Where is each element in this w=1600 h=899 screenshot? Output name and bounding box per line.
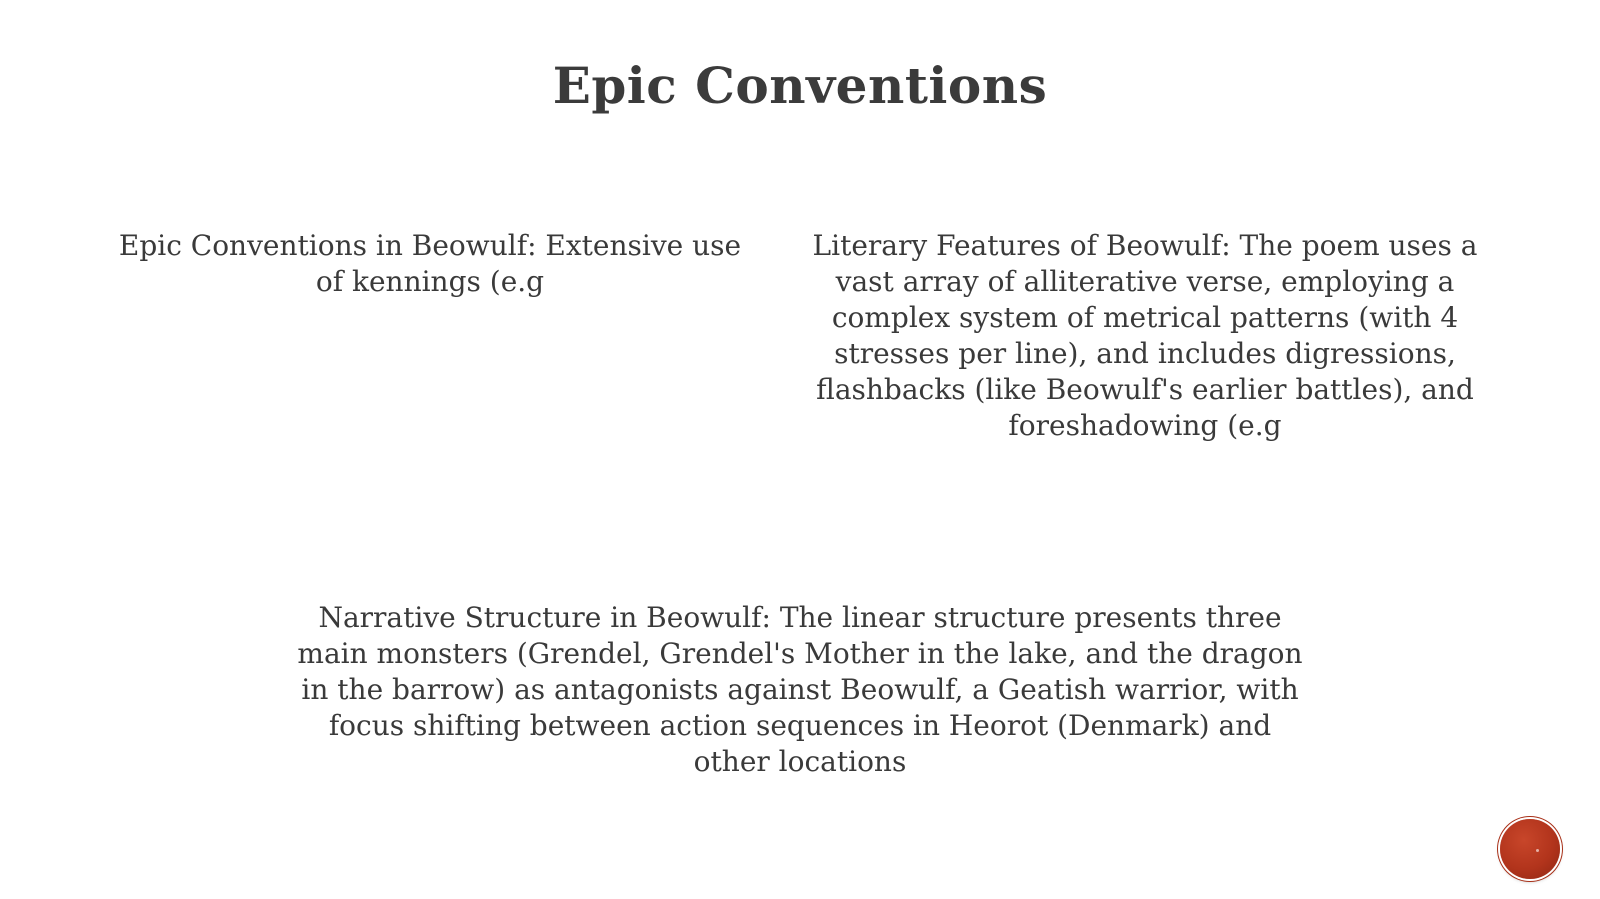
narrative-structure-text: Narrative Structure in Beowulf: The linear structure presents three main monsters (Grendel, Grendel's Mother in the lake, and the dragon in the barrow) as antagonists against Beowulf, a Geatish warrior, with focus shifting between action sequences in Heorot (Denmark) and other locations <box>297 601 1303 778</box>
slide-title: Epic Conventions <box>552 56 1048 115</box>
record-highlight <box>1536 849 1539 852</box>
epic-conventions-text: Epic Conventions in Beowulf: Extensive use of kennings (e.g <box>118 229 742 298</box>
record-icon[interactable] <box>1500 819 1560 879</box>
literary-features-text: Literary Features of Beowulf: The poem uses a vast array of alliterative verse, employing a complex system of metrical patterns (with 4 stresses per line), and includes digressions, flashbacks (like Beowulf's earlier battles), and foreshadowing (e.g <box>812 229 1478 442</box>
